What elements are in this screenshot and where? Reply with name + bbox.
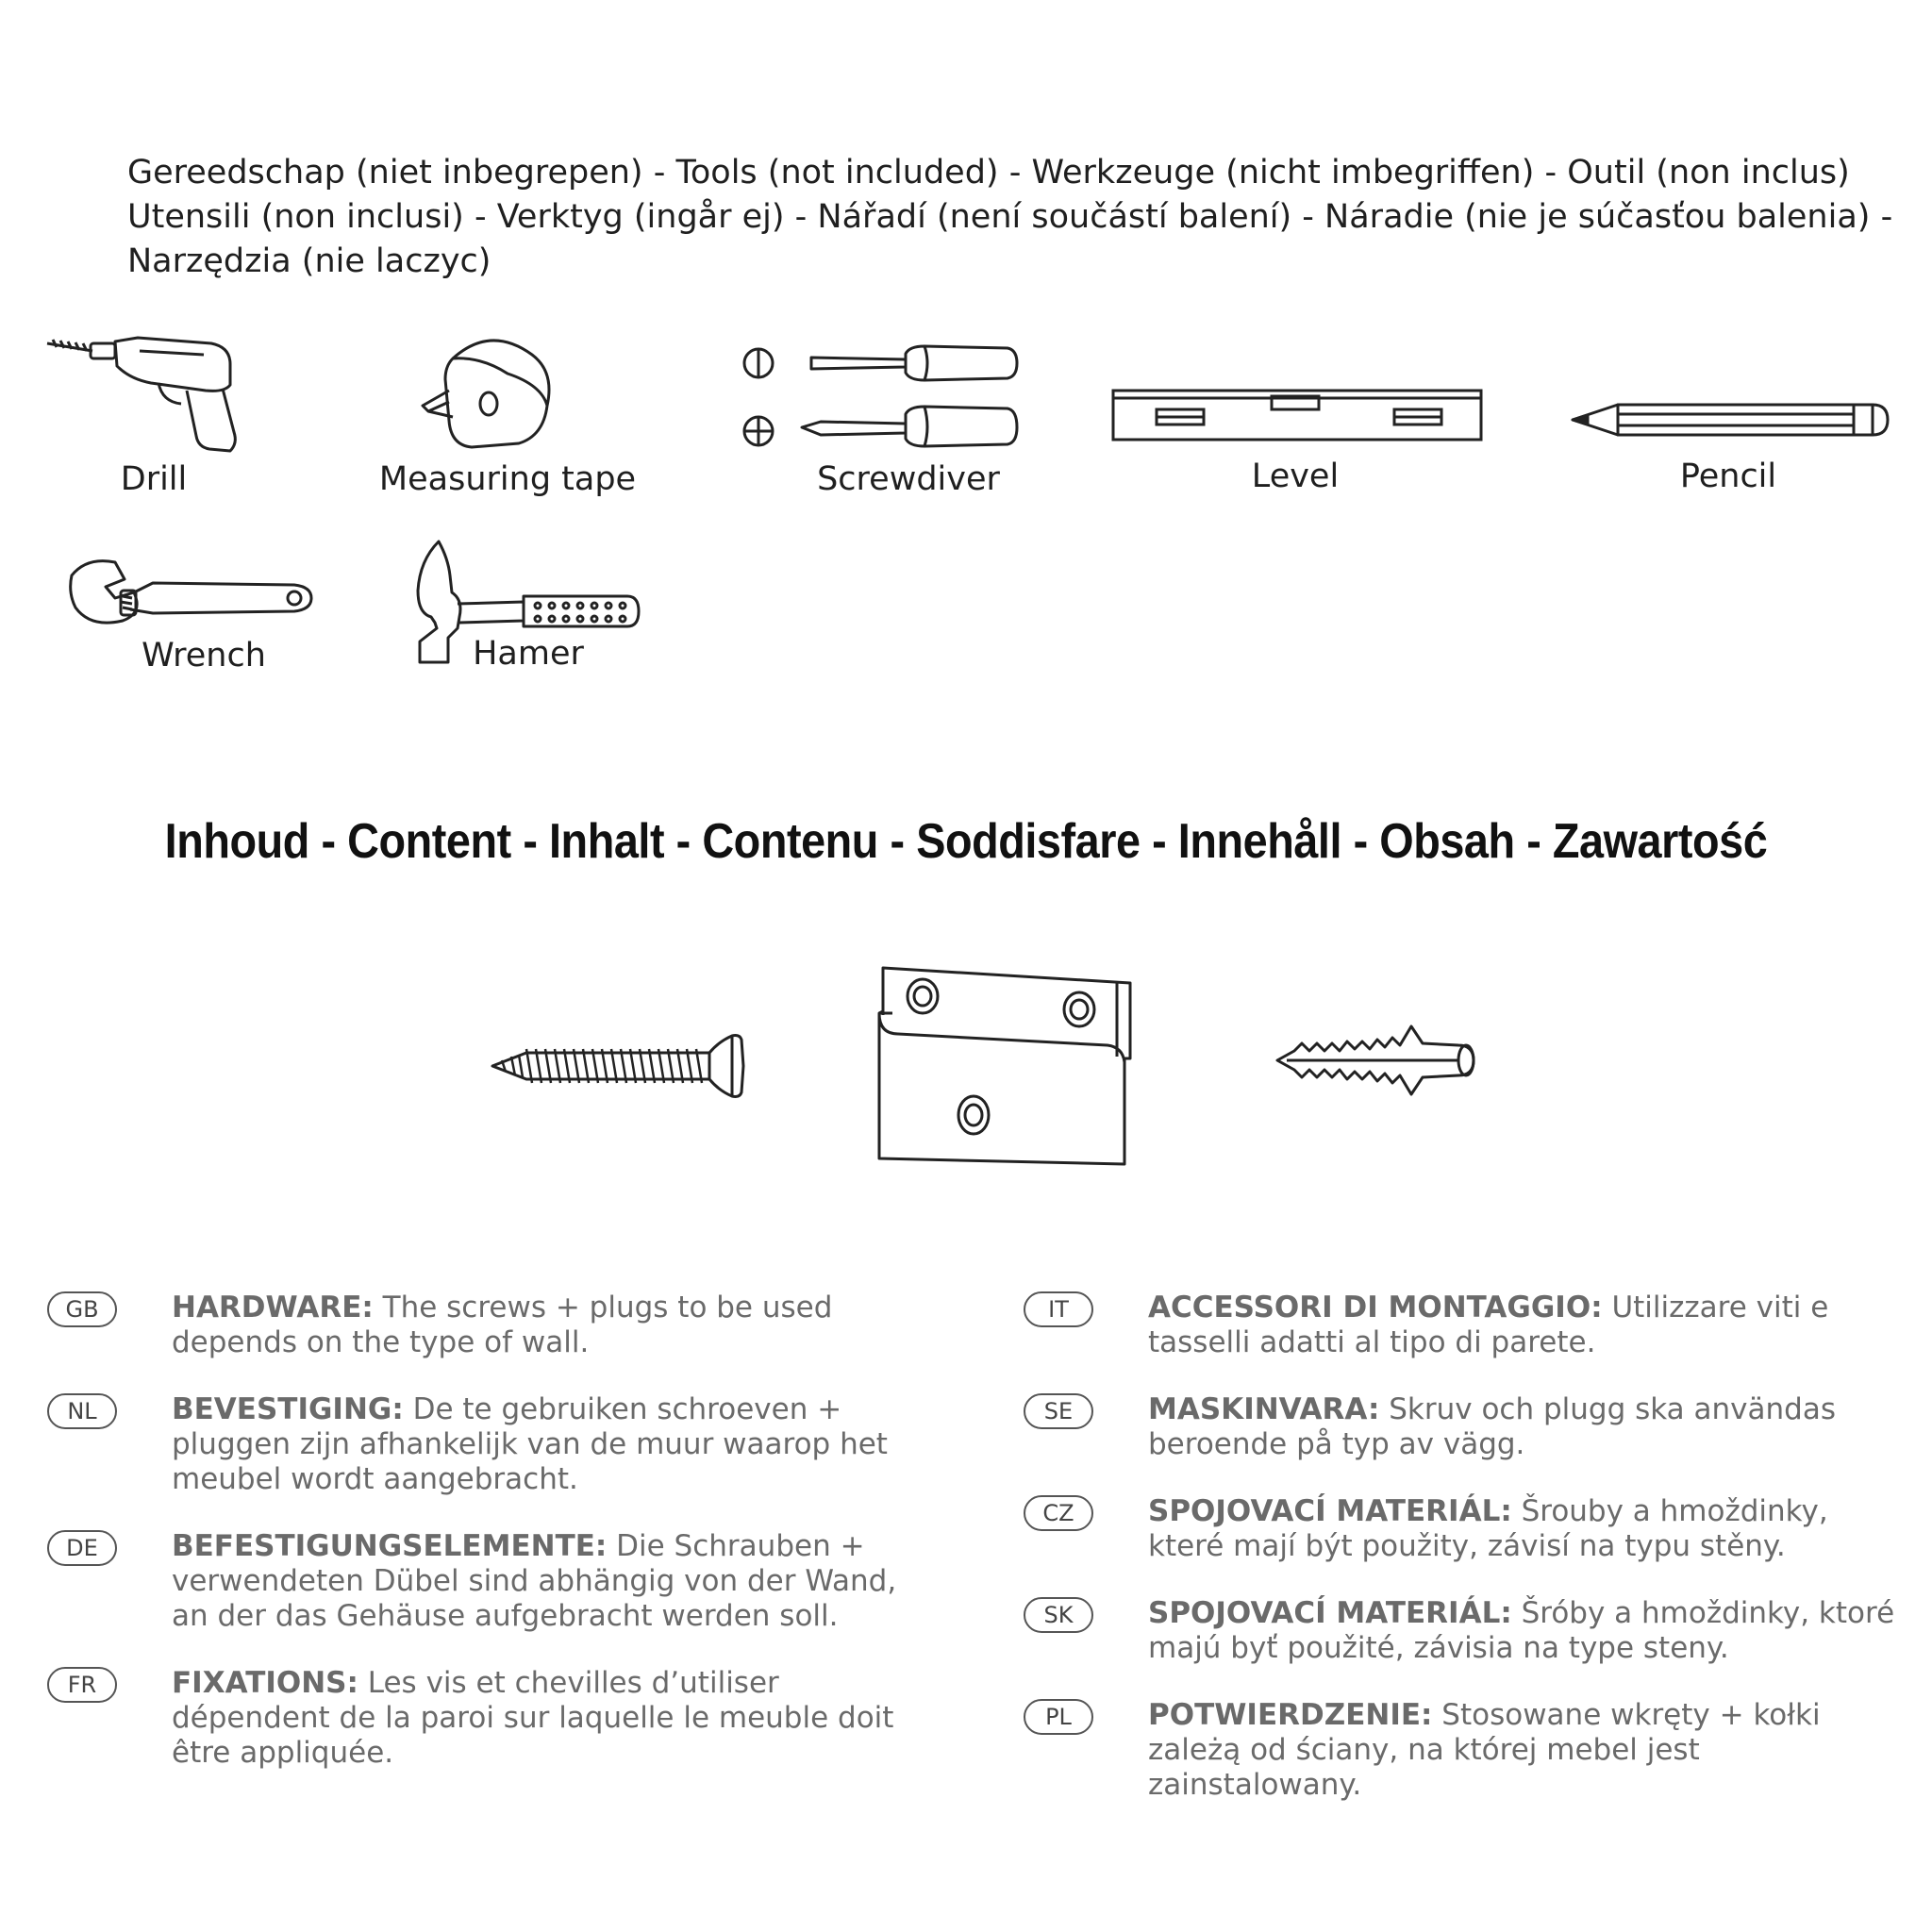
language-badge: CZ <box>1024 1495 1093 1531</box>
hardware-note-title: POTWIERDZENIE: <box>1148 1698 1433 1732</box>
language-badge: GB <box>47 1291 117 1327</box>
language-badge: PL <box>1024 1699 1093 1735</box>
hardware-note-fr <box>47 1666 924 1771</box>
hardware-note-body: Die Schrauben + verwendeten Dübel sind abhängig von der Wand, an der das Gehäuse aufgebracht werden soll. <box>172 1529 897 1633</box>
wall-plug-icon <box>1274 1021 1479 1100</box>
screw-icon <box>489 1028 748 1104</box>
tool-label-measuring-tape: Measuring tape <box>378 460 637 498</box>
hardware-note-title: ACCESSORI DI MONTAGGIO: <box>1148 1291 1603 1324</box>
hardware-note-text <box>172 1392 924 1497</box>
content-heading: Inhoud - Content - Inhalt - Contenu - Soddisfare - Innehåll - Obsah - Zawartość <box>164 814 1768 869</box>
hardware-note-text <box>1148 1291 1901 1360</box>
hardware-note-body: Utilizzare viti e tasselli adatti al tipo di parete. <box>1148 1291 1829 1359</box>
hardware-note-it <box>1024 1291 1901 1360</box>
measuring-tape-icon <box>415 330 557 462</box>
hardware-note-nl <box>47 1392 924 1497</box>
hardware-note-body: Šróby a hmoždinky, ktoré majú byť použité, závisia na type steny. <box>1148 1596 1895 1665</box>
hardware-note-body: De te gebruiken schroeven + pluggen zijn afhankelijk van de muur waarop het meubel wordt aangebracht. <box>172 1392 888 1496</box>
level-icon <box>1111 387 1484 445</box>
hardware-note-pl <box>1024 1698 1901 1803</box>
language-badge: IT <box>1024 1291 1093 1327</box>
hardware-note-se <box>1024 1392 1901 1462</box>
hardware-note-text <box>1148 1698 1901 1803</box>
tool-label-drill: Drill <box>120 460 188 498</box>
hardware-note-title: HARDWARE: <box>172 1291 374 1324</box>
hardware-note-body: Stosowane wkręty + kołki zależą od ściany, na której mebel jest zainstalowany. <box>1148 1698 1821 1802</box>
hardware-note-cz <box>1024 1494 1901 1564</box>
hardware-note-title: FIXATIONS: <box>172 1666 358 1700</box>
tool-label-level: Level <box>1251 458 1340 495</box>
hardware-note-title: SPOJOVACÍ MATERIÁL: <box>1148 1494 1512 1528</box>
hardware-note-text <box>1148 1392 1901 1462</box>
hardware-note-title: BEFESTIGUNGSELEMENTE: <box>172 1529 608 1563</box>
hardware-note-sk <box>1024 1596 1901 1666</box>
bracket-icon <box>860 964 1134 1172</box>
hardware-note-de <box>47 1529 924 1634</box>
screwdriver-icon <box>736 335 1019 458</box>
hardware-note-gb <box>47 1291 924 1360</box>
tools-intro-line: Gereedschap (niet inbegrepen) - Tools (not included) - Werkzeuge (nicht imbegriffen) - Outil (non inclus) <box>127 154 1850 192</box>
drill-icon <box>45 330 243 462</box>
hardware-note-body: Šrouby a hmoždinky, které mají být použity, závisí na typu stěny. <box>1148 1494 1828 1563</box>
hardware-note-body: The screws + plugs to be used depends on the type of wall. <box>172 1291 833 1359</box>
wrench-icon <box>68 555 315 630</box>
hardware-note-text <box>172 1666 924 1771</box>
language-badge: FR <box>47 1667 117 1703</box>
tool-label-pencil: Pencil <box>1679 458 1777 495</box>
hardware-note-body: Skruv och plugg ska användas beroende på typ av vägg. <box>1148 1392 1836 1461</box>
hardware-notes-right <box>1024 1291 1901 1835</box>
hardware-note-text <box>1148 1494 1901 1564</box>
hardware-note-text <box>172 1529 924 1634</box>
tools-intro-line: Utensili (non inclusi) - Verktyg (ingår ej) - Nářadí (není součástí balení) - Náradie (nie je súčasťou balenia) - <box>127 198 1893 236</box>
pencil-icon <box>1571 401 1891 439</box>
tool-label-wrench: Wrench <box>142 637 266 675</box>
hardware-notes-left <box>47 1291 924 1803</box>
tools-intro <box>127 151 1893 284</box>
tool-label-screwdriver: Screwdiver <box>817 460 1000 498</box>
hardware-note-title: MASKINVARA: <box>1148 1392 1380 1426</box>
hardware-note-text <box>1148 1596 1901 1666</box>
language-badge: SK <box>1024 1597 1093 1633</box>
tools-intro-line: Narzędzia (nie laczyc) <box>127 242 491 280</box>
hardware-note-title: BEVESTIGING: <box>172 1392 404 1426</box>
hardware-note-title: SPOJOVACÍ MATERIÁL: <box>1148 1596 1512 1630</box>
hardware-note-body: Les vis et chevilles d’utiliser dépendent de la paroi sur laquelle le meuble doit être appliquée. <box>172 1666 894 1770</box>
language-badge: NL <box>47 1393 117 1429</box>
tool-label-hammer: Hamer <box>473 635 584 673</box>
language-badge: SE <box>1024 1393 1093 1429</box>
hardware-note-text <box>172 1291 924 1360</box>
language-badge: DE <box>47 1530 117 1566</box>
